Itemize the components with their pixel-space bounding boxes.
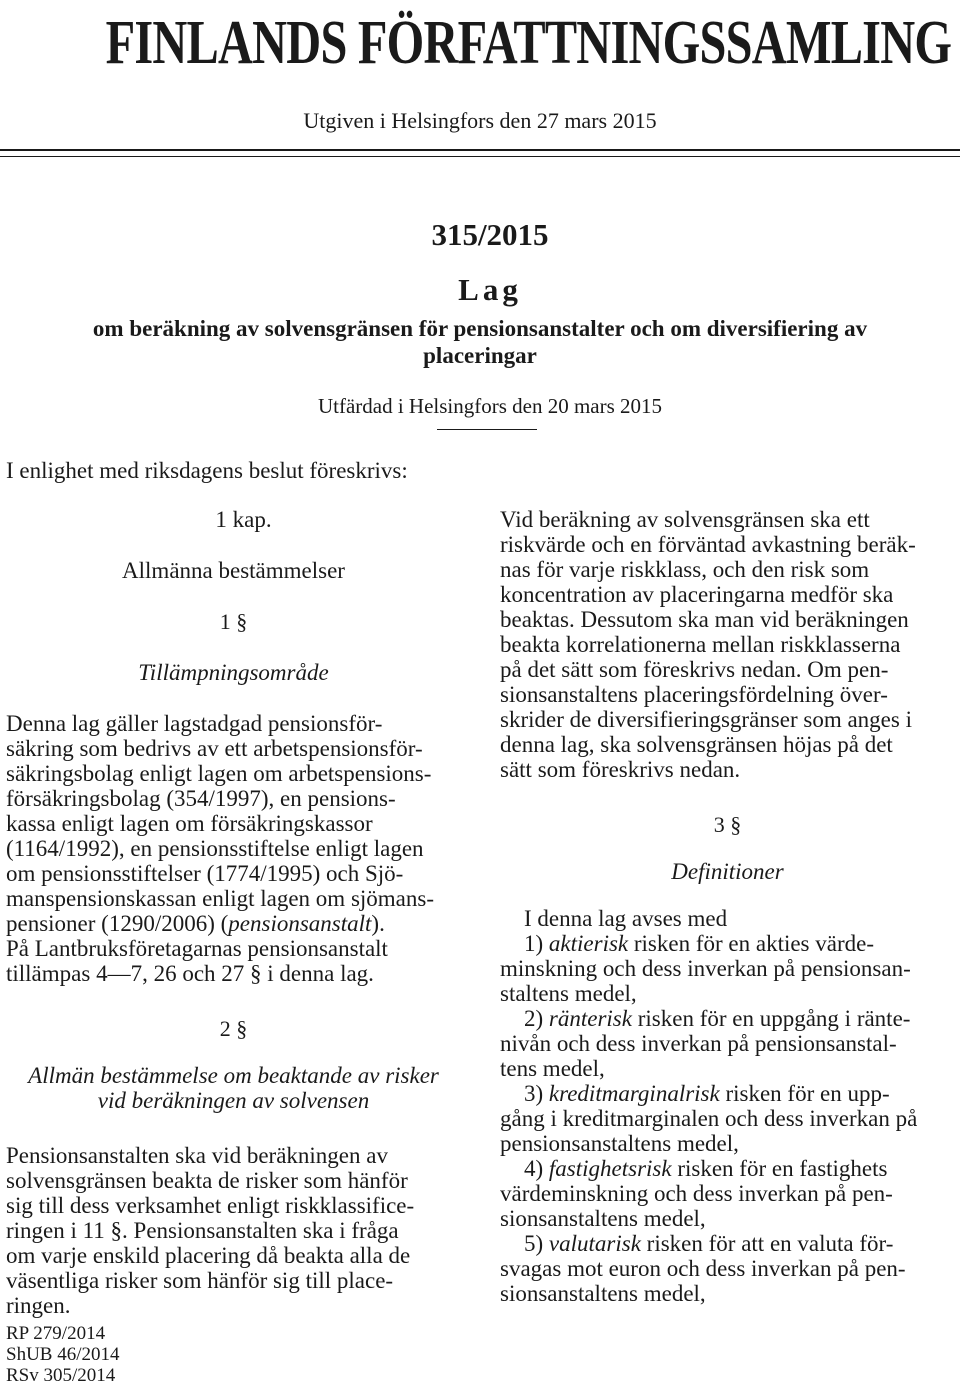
- defined-term: ränterisk: [548, 1006, 632, 1031]
- text-line: [500, 1081, 955, 1106]
- section-number: 2 §: [219, 1016, 248, 1041]
- legislative-references: [6, 1323, 120, 1386]
- text-fragment: risken för att en valuta för-: [640, 1231, 894, 1256]
- text-line: om varje enskild placering då beakta alla de: [6, 1243, 411, 1268]
- text-line: På Lantbruksföretagarnas pensionsanstalt: [6, 936, 388, 961]
- defined-term: valutarisk: [548, 1231, 641, 1256]
- left-column: [6, 507, 461, 1318]
- chapter-heading: Allmänna bestämmelser: [122, 558, 345, 583]
- text-line: Denna lag gäller lagstadgad pensionsför-: [6, 711, 383, 736]
- text-fragment: risken för en upp-: [719, 1081, 890, 1106]
- text-line: tens medel,: [500, 1056, 605, 1081]
- text-line: [500, 1156, 955, 1181]
- act-number: 315/2015: [431, 217, 549, 252]
- text-line: svagas mot euron och dess inverkan på pen-: [500, 1256, 906, 1281]
- section-1-paragraph-2: [6, 936, 461, 986]
- text-line: Pensionsanstalten ska vid beräkningen av: [6, 1143, 388, 1168]
- text-fragment: ).: [371, 911, 385, 936]
- defined-term: aktierisk: [548, 931, 629, 956]
- act-title-line: om beräkning av solvensgränsen för pensionsanstalter och om diversifiering av: [92, 316, 868, 341]
- reference-line: RP 279/2014: [6, 1323, 106, 1344]
- text-line: säkringsbolag enligt lagen om arbetspensions-: [6, 761, 432, 786]
- text-line: [500, 931, 955, 956]
- text-line: denna lag, ska solvensgränsen höjas på det: [500, 732, 893, 757]
- text-line: riskvärde och en förväntad avkastning beräk-: [500, 532, 916, 557]
- text-fragment: risken för en akties värde-: [628, 931, 874, 956]
- issued-date: Utfärdad i Helsingfors den 20 mars 2015: [317, 394, 663, 418]
- text-line: tillämpas 4—7, 26 och 27 § i denna lag.: [6, 961, 374, 986]
- section-number: 1 §: [219, 609, 248, 634]
- text-line: minskning och dess inverkan på pensionsan-: [500, 956, 911, 981]
- text-line: sionsanstaltens medel,: [500, 1281, 706, 1306]
- text-line: staltens medel,: [500, 981, 637, 1006]
- text-line: koncentration av placeringarna medför ska: [500, 582, 894, 607]
- text-line: solvensgränsen beakta de risker som hänför: [6, 1168, 408, 1193]
- text-line: (1164/1992), en pensionsstiftelse enligt lagen: [6, 836, 424, 861]
- issue-date: Utgiven i Helsingfors den 27 mars 2015: [303, 108, 657, 133]
- text-line: manspensionskassan enligt lagen om sjömans-: [6, 886, 434, 911]
- section-2-paragraph-2: [500, 507, 955, 782]
- text-line: säkring som bedrivs av ett arbetspensionsför-: [6, 736, 423, 761]
- act-title: [0, 315, 960, 369]
- section-title: Allmän bestämmelse om beaktande av risker: [28, 1063, 439, 1088]
- text-line: väsentliga risker som hänför sig till place-: [6, 1268, 394, 1293]
- text-line: försäkringsbolag (354/1997), en pensions-: [6, 786, 396, 811]
- text-line: kassa enligt lagen om försäkringskassor: [6, 811, 373, 836]
- defined-term: pensionsanstalt: [228, 911, 372, 936]
- text-line: [500, 1231, 955, 1256]
- text-line: beaktas. Dessutom ska man vid beräkningen: [500, 607, 909, 632]
- section-number: 3 §: [713, 812, 742, 837]
- reference-line: ShUB 46/2014: [6, 1344, 120, 1365]
- preamble: I enlighet med riksdagens beslut föreskrivs:: [6, 458, 408, 483]
- chapter-label: 1 kap.: [215, 507, 272, 532]
- text-line: nas för varje riskklass, och den risk som: [500, 557, 870, 582]
- reference-line: RSv 305/2014: [6, 1365, 116, 1386]
- item-number: 2): [524, 1006, 549, 1031]
- text-line: ringen.: [6, 1293, 71, 1318]
- text-fragment: pensioner (1290/2006) (: [6, 911, 229, 936]
- definition-item: [500, 1006, 955, 1081]
- text-line: sätt som föreskrivs nedan.: [500, 757, 741, 782]
- definition-item: [500, 1156, 955, 1231]
- publication-title: FINLANDS FÖRFATTNINGSSAMLING: [105, 9, 952, 77]
- item-number: 3): [524, 1081, 549, 1106]
- defined-term: fastighetsrisk: [548, 1156, 672, 1181]
- section-title: vid beräkningen av solvensen: [97, 1088, 370, 1113]
- act-title-line: placeringar: [423, 343, 537, 368]
- text-line: sig till dess verksamhet enligt riskklassifice-: [6, 1193, 415, 1218]
- text-line: skrider de diversifieringsgränser som anges i: [500, 707, 912, 732]
- definition-item: [500, 931, 955, 1006]
- definition-item: [500, 1081, 955, 1156]
- text-fragment: risken för en fastighets: [671, 1156, 888, 1181]
- text-line: [500, 1006, 955, 1031]
- item-number: 1): [524, 931, 549, 956]
- text-line: värdeminskning och dess inverkan på pen-: [500, 1181, 893, 1206]
- divider: [437, 429, 537, 430]
- definition-item: [500, 1231, 955, 1306]
- text-line: gång i kreditmarginalen och dess inverkan på: [500, 1106, 918, 1131]
- item-number: 5): [524, 1231, 549, 1256]
- text-line: ringen i 11 §. Pensionsanstalten ska i fråga: [6, 1218, 399, 1243]
- section-title: Definitioner: [671, 859, 784, 884]
- text-line: om pensionsstiftelser (1774/1995) och Sjö-: [6, 861, 404, 886]
- header-rule: [0, 149, 960, 157]
- right-column: [500, 507, 955, 1306]
- section-title: Tillämpningsområde: [138, 660, 329, 685]
- text-line: beakta korrelationerna mellan riskklasserna: [500, 632, 901, 657]
- text-line: [6, 911, 461, 936]
- defined-term: kreditmarginalrisk: [548, 1081, 720, 1106]
- text-line: nivån och dess inverkan på pensionsanstal-: [500, 1031, 897, 1056]
- text-line: sionsanstaltens medel,: [500, 1206, 706, 1231]
- text-line: Vid beräkning av solvensgränsen ska ett: [500, 507, 870, 532]
- section-1-paragraph-1: [6, 711, 461, 936]
- text-fragment: risken för en uppgång i ränte-: [631, 1006, 911, 1031]
- text-line: pensionsanstaltens medel,: [500, 1131, 739, 1156]
- definitions-intro: I denna lag avses med: [524, 906, 728, 931]
- act-type: Lag: [458, 272, 522, 307]
- text-line: på det sätt som föreskrivs nedan. Om pen-: [500, 657, 889, 682]
- item-number: 4): [524, 1156, 549, 1181]
- section-2-paragraph-1: [6, 1143, 461, 1318]
- text-line: sionsanstaltens placeringsfördelning över-: [500, 682, 888, 707]
